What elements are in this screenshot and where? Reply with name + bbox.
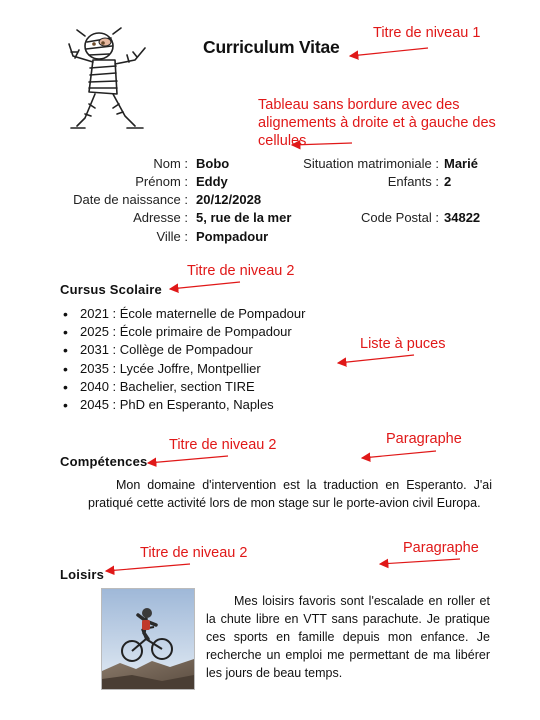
- page-title: Curriculum Vitae: [203, 37, 340, 57]
- bmx-rider-photo: [101, 588, 195, 690]
- label-enfants: Enfants :: [387, 174, 439, 189]
- heading-loisirs: Loisirs: [60, 567, 105, 582]
- list-item: • 2040 : Bachelier, section TIRE: [80, 378, 305, 396]
- annotation-para-competences: Paragraphe: [386, 431, 462, 447]
- value-nom: Bobo: [196, 156, 230, 171]
- label-code-postal: Code Postal :: [360, 210, 439, 225]
- heading-cursus: Cursus Scolaire: [60, 282, 162, 297]
- value-enfants: 2: [444, 174, 452, 189]
- annotation-h1: Titre de niveau 1: [373, 25, 481, 41]
- annotation-list: Liste à puces: [360, 336, 446, 352]
- label-adresse: Adresse :: [133, 210, 188, 225]
- label-naissance: Date de naissance :: [73, 192, 188, 207]
- heading-competences: Compétences: [60, 454, 148, 469]
- paragraph-competences: Mon domaine d'intervention est la traduction en Esperanto. J'ai pratiqué cette activité lors de mon stage sur le porte-avion civil Europa.: [88, 478, 492, 510]
- annotation-h2-competences: Titre de niveau 2: [169, 437, 277, 453]
- value-code-postal: 34822: [444, 210, 481, 225]
- cursus-list: [62, 305, 305, 414]
- value-naissance: 20/12/2028: [196, 192, 262, 207]
- label-prenom: Prénom :: [135, 174, 188, 189]
- label-situation: Situation matrimoniale :: [303, 156, 439, 171]
- annotation-h2-loisirs: Titre de niveau 2: [140, 545, 248, 561]
- label-ville: Ville :: [156, 229, 188, 244]
- label-nom: Nom :: [153, 156, 188, 171]
- value-adresse: 5, rue de la mer: [196, 210, 292, 225]
- mummy-clipart-icon: [63, 22, 155, 137]
- annotation-h2-cursus: Titre de niveau 2: [187, 263, 295, 279]
- list-item: • 2031 : Collège de Pompadour: [80, 341, 305, 359]
- list-item: • 2045 : PhD en Esperanto, Naples: [80, 396, 305, 414]
- value-ville: Pompadour: [196, 229, 269, 244]
- paragraph-loisirs: Mes loisirs favoris sont l'escalade en roller et la chute libre en VTT sans parachute. Je pratique ces sports en famille depuis mon enfance. Je recherche un emploi me permettant de ma libérer les jours de beau temps.: [206, 594, 490, 680]
- annotation-table-line1: Tableau sans bordure avec des: [258, 97, 460, 113]
- list-item: • 2021 : École maternelle de Pompadour: [80, 305, 305, 323]
- value-prenom: Eddy: [196, 174, 228, 189]
- list-item: • 2035 : Lycée Joffre, Montpellier: [80, 360, 305, 378]
- value-situation: Marié: [444, 156, 478, 171]
- annotation-para-loisirs: Paragraphe: [403, 540, 479, 556]
- annotation-table-line3: cellules: [258, 133, 307, 149]
- list-item: • 2025 : École primaire de Pompadour: [80, 323, 305, 341]
- annotation-table-line2: alignements à droite et à gauche des: [258, 115, 496, 131]
